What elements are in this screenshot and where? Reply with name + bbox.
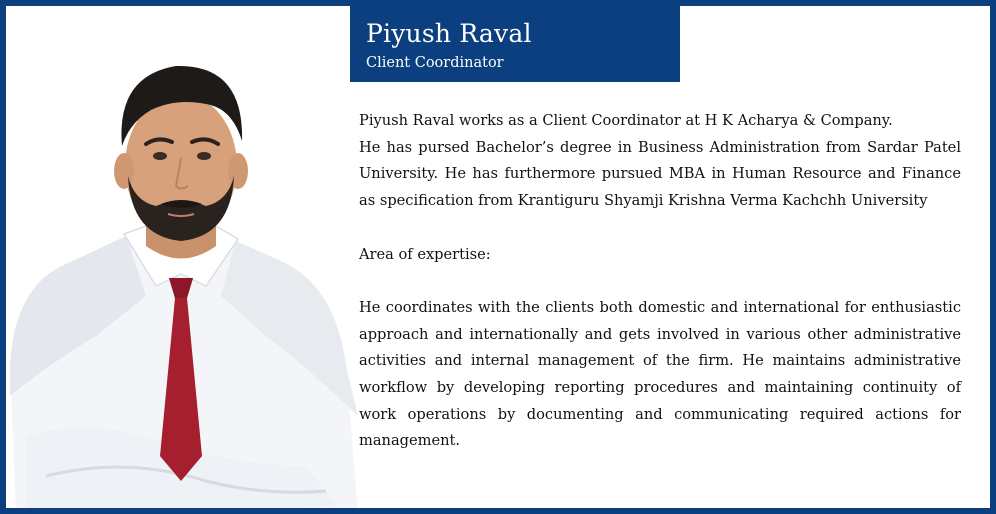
name-banner — [350, 6, 680, 82]
expertise-heading: Area of expertise: — [359, 245, 491, 263]
bio-education: He has pursed Bachelor’s degree in Business Administration from Sardar Patel University. He has furthermore pursued MBA in Human Resource and Finance as specification from Krantiguru Shyamji Krishna Verma Kachchh University — [359, 138, 961, 210]
expertise-text: He coordinates with the clients both domestic and international for enthusiastic approach and internationally and gets involved in various other administrative activities and internal management of the firm. He maintains administrative workflow by developing reporting procedures and maintaining continuity of work operations by documenting and communicating required actions for management. — [359, 298, 961, 450]
person-title: Client Coordinator — [366, 55, 504, 71]
bio-intro: Piyush Raval works as a Client Coordinator at H K Acharya & Company. — [359, 112, 893, 129]
person-name: Piyush Raval — [366, 19, 532, 48]
bio-section — [359, 108, 961, 455]
profile-photo — [6, 36, 358, 514]
